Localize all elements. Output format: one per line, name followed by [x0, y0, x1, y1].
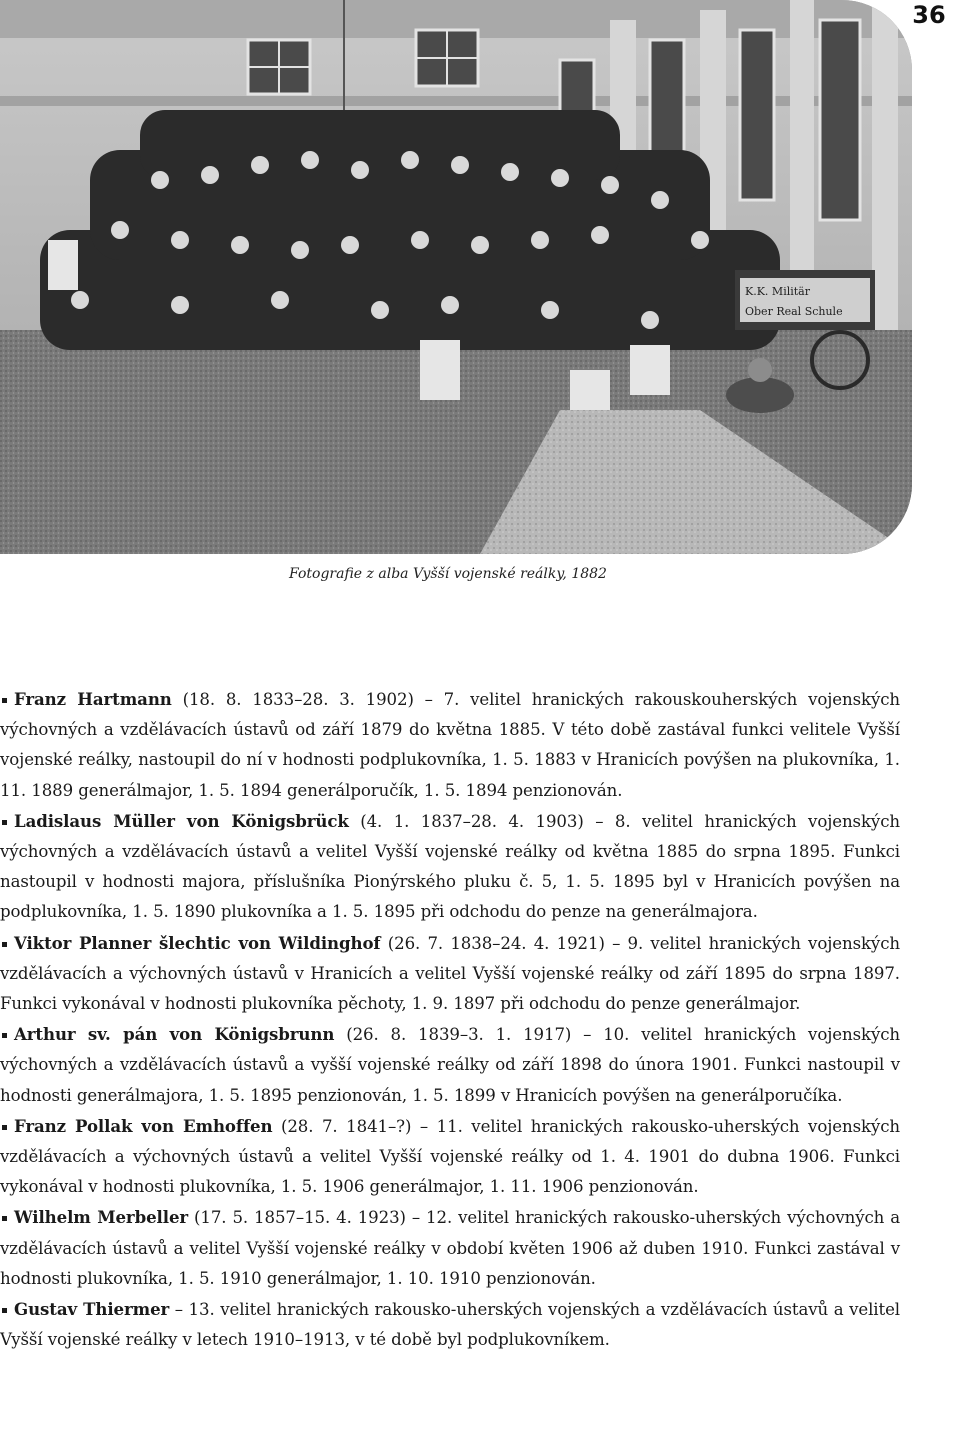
bio-text: (26. 8. 1839–3. 1. 1917) – 10. velitel hranických vojenských výchovných a vzdělávacích ústavů a vyšší vojenské reálky od září 1898 do února 1901. Funkci nastoupil v hodnosti generálmajora, 1. 5. 1895 penzionován, 1. 5. 1899 v Hranicích povýšen na generálporučíka. — [0, 1025, 900, 1105]
bio-text: (26. 7. 1838–24. 4. 1921) – 9. velitel hranických vojenských vzdělávacích a výchovných ústavů v Hranicích a velitel Vyšší vojenské reálky od září 1895 do srpna 1897. Funkci vykonával v hodnosti plukovníka pěchoty, 1. 9. 1897 při odchodu do penze generálmajor. — [0, 933, 900, 1014]
cart-sign-line-1: K.K. Militär — [745, 285, 810, 298]
bullet-icon — [2, 1308, 7, 1313]
bullet-icon — [2, 698, 7, 703]
bullet-icon — [2, 1125, 7, 1130]
bio-name: Franz Pollak von Emhoffen — [14, 1115, 273, 1136]
bio-text: (18. 8. 1833–28. 3. 1902) – 7. velitel hranických rakouskouherských vojenských výchovných a vzdělávacích ústavů od září 1879 do května 1885. V této době zastával funkci velitele Vyšší vojenské reálky, nastoupil do ní v hodnosti podplukovníka, 1. 5. 1883 v Hranicích povýšen na plukovníka, 1. 11. 1889 generálmajor, 1. 5. 1894 generálporučík, 1. 5. 1894 penzionován. — [0, 690, 901, 800]
page-number: 36 — [898, 0, 960, 30]
bio-entry — [0, 684, 900, 806]
bullet-icon — [2, 1033, 7, 1038]
bio-name: Ladislaus Müller von Königsbrück — [14, 810, 349, 831]
photo-illustration — [0, 0, 912, 554]
bio-entry — [0, 1202, 900, 1294]
bio-text: (17. 5. 1857–15. 4. 1923) – 12. velitel hranických rakousko-uherských výchovných a vzdělávacích ústavů a velitel Vyšší vojenské reálky v období květen 1906 až duben 1910. Funkci zastával v hodnosti plukovníka, 1. 5. 1910 generálmajor, 1. 10. 1910 penzionován. — [0, 1208, 901, 1288]
bio-entry — [0, 1111, 900, 1203]
bio-name: Wilhelm Merbeller — [14, 1207, 189, 1228]
bio-name: Viktor Planner šlechtic von Wildinghof — [14, 932, 381, 953]
bio-name: Arthur sv. pán von Königsbrunn — [14, 1024, 335, 1045]
bio-text: – 13. velitel hranických rakousko-uherských vojenských a vzdělávacích ústavů a velitel Vyšší vojenské reálky v letech 1910–1913, v té době byl podplukovníkem. — [0, 1300, 900, 1350]
bullet-icon — [2, 820, 7, 825]
bio-name: Franz Hartmann — [14, 689, 172, 709]
cart-sign-line-2: Ober Real Schule — [745, 305, 843, 318]
historical-group-photo — [0, 0, 912, 554]
bio-text: (4. 1. 1837–28. 4. 1903) – 8. velitel hranických vojenských výchovných a vzdělávacích ústavů a velitel Vyšší vojenské reálky od května 1885 do srpna 1895. Funkci nastoupil v hodnosti majora, příslušníka Pionýrského pluku č. 5, 1. 5. 1895 byl v Hranicích povýšen na podplukovníka, 1. 5. 1890 plukovníka a 1. 5. 1895 při odchodu do penze na generálmajora. — [0, 811, 900, 922]
bio-entry — [0, 1294, 900, 1355]
bio-entry — [0, 928, 900, 1020]
bullet-icon — [2, 942, 7, 947]
bio-name: Gustav Thiermer — [14, 1299, 170, 1320]
bio-entry — [0, 1019, 900, 1111]
bullet-icon — [2, 1216, 7, 1221]
photo-caption: Fotografie z alba Vyšší vojenské reálky, 1882 — [289, 566, 607, 582]
commander-biographies — [0, 684, 900, 1355]
bio-text: (28. 7. 1841–?) – 11. velitel hranických rakousko-uherských vojenských vzdělávacích a výchovných ústavů a velitel Vyšší vojenské reálky od 1. 4. 1901 do dubna 1906. Funkci vykonával v hodnosti plukovníka, 1. 5. 1906 generálmajor, 1. 11. 1906 penzionován. — [0, 1116, 900, 1197]
bio-entry — [0, 806, 900, 928]
